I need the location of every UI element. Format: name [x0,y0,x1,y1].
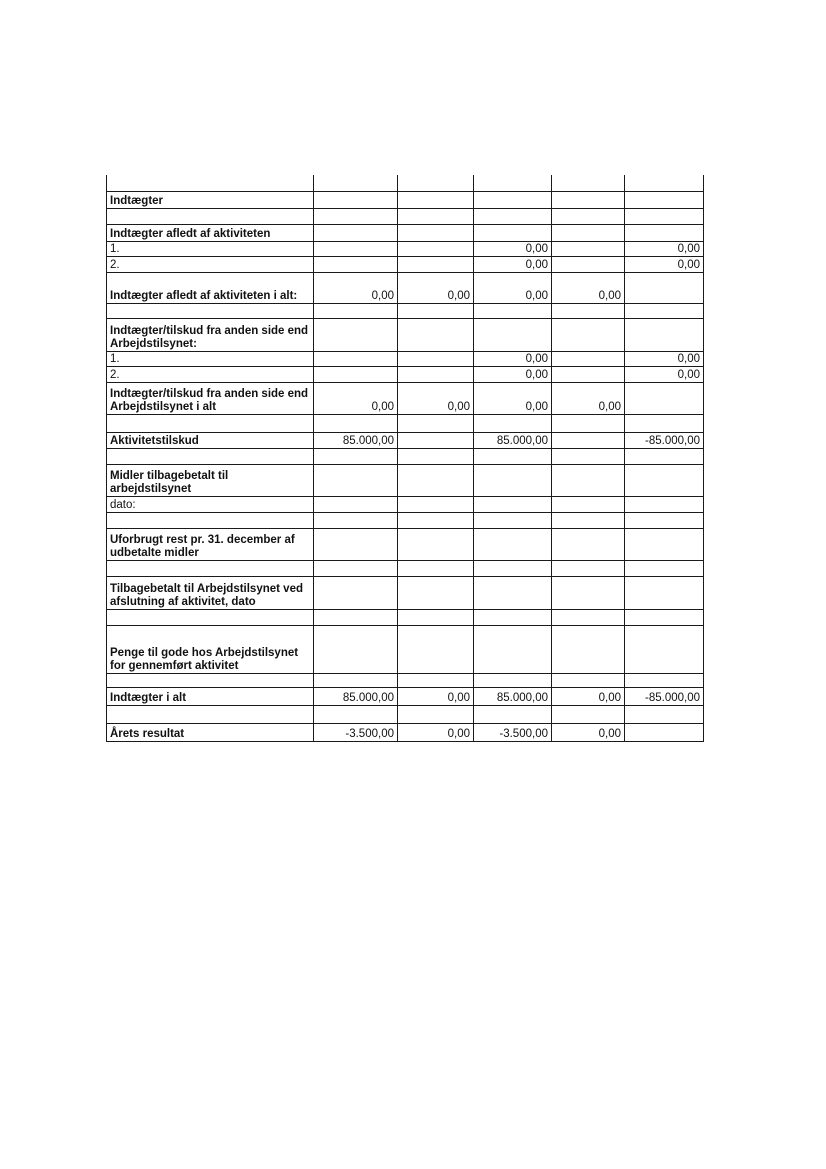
row-label: Indtægter/tilskud fra anden side end Arbejdstilsynet: [107,318,314,351]
value-cell [398,512,474,528]
table-row [107,382,704,414]
table-row [107,528,704,560]
value-cell [625,512,704,528]
value-cell [552,432,625,448]
value-cell: -85.000,00 [625,432,704,448]
value-cell [474,208,552,224]
value-cell: -3.500,00 [474,723,552,741]
spacer-row [107,208,704,224]
row-label [107,673,314,687]
value-cell [474,560,552,576]
value-cell [552,496,625,512]
row-label: Midler tilbagebetalt til arbejdstilsynet [107,464,314,496]
value-cell: 85.000,00 [314,432,398,448]
value-cell: 0,00 [314,382,398,414]
value-cell [625,382,704,414]
row-label [107,175,314,191]
row-label [107,303,314,318]
value-cell [625,208,704,224]
value-cell [552,351,625,366]
table-row [107,241,704,256]
value-cell [552,576,625,609]
value-cell [552,414,625,432]
value-cell [474,224,552,241]
value-cell [625,224,704,241]
row-label: 1. [107,241,314,256]
income-table-body [107,175,704,741]
value-cell: 0,00 [474,272,552,303]
value-cell [398,528,474,560]
table-row [107,351,704,366]
value-cell [625,464,704,496]
value-cell [552,673,625,687]
value-cell [314,224,398,241]
value-cell [625,528,704,560]
value-cell [314,673,398,687]
value-cell [552,318,625,351]
value-cell [398,351,474,366]
value-cell [314,609,398,625]
value-cell [398,318,474,351]
spacer-row [107,705,704,723]
value-cell [398,208,474,224]
value-cell [625,705,704,723]
value-cell [625,414,704,432]
value-cell [398,175,474,191]
row-label: Indtægter i alt [107,687,314,705]
value-cell [625,191,704,208]
value-cell [625,303,704,318]
value-cell [552,625,625,673]
value-cell [314,464,398,496]
value-cell [314,191,398,208]
row-label [107,609,314,625]
table-row [107,191,704,208]
value-cell [625,576,704,609]
value-cell [314,351,398,366]
value-cell: 0,00 [474,351,552,366]
value-cell [474,175,552,191]
row-label: 1. [107,351,314,366]
value-cell [398,464,474,496]
value-cell [314,705,398,723]
value-cell [314,175,398,191]
row-label [107,208,314,224]
spacer-row [107,560,704,576]
row-label [107,448,314,464]
spacer-row [107,673,704,687]
value-cell: -3.500,00 [314,723,398,741]
value-cell [314,366,398,382]
row-label [107,512,314,528]
value-cell [625,609,704,625]
value-cell [552,208,625,224]
income-table [106,175,704,742]
value-cell: 0,00 [314,272,398,303]
value-cell [474,191,552,208]
value-cell [625,496,704,512]
spacer-row [107,303,704,318]
value-cell [398,609,474,625]
value-cell [314,625,398,673]
value-cell: 0,00 [474,241,552,256]
value-cell: 0,00 [398,723,474,741]
value-cell [625,673,704,687]
row-label: Aktivitetstilskud [107,432,314,448]
value-cell: 85.000,00 [474,687,552,705]
row-label: 2. [107,366,314,382]
row-label: dato: [107,496,314,512]
value-cell [552,464,625,496]
value-cell [314,256,398,272]
value-cell [625,560,704,576]
table-row [107,496,704,512]
value-cell [398,366,474,382]
row-label: Indtægter afledt af aktiviteten [107,224,314,241]
value-cell: -85.000,00 [625,687,704,705]
value-cell [474,318,552,351]
value-cell [474,609,552,625]
row-label: 2. [107,256,314,272]
value-cell [398,496,474,512]
table-row [107,625,704,673]
table-row [107,366,704,382]
value-cell [398,625,474,673]
value-cell [474,576,552,609]
table-row [107,224,704,241]
value-cell: 0,00 [552,687,625,705]
value-cell [552,224,625,241]
value-cell [314,560,398,576]
value-cell [552,191,625,208]
row-label [107,560,314,576]
row-label: Årets resultat [107,723,314,741]
value-cell: 0,00 [625,366,704,382]
value-cell: 85.000,00 [314,687,398,705]
value-cell [314,512,398,528]
value-cell [474,673,552,687]
value-cell [398,414,474,432]
value-cell [314,318,398,351]
row-label [107,705,314,723]
value-cell [398,560,474,576]
value-cell [398,241,474,256]
value-cell [552,256,625,272]
value-cell [314,414,398,432]
value-cell: 0,00 [398,382,474,414]
table-row [107,687,704,705]
value-cell [552,512,625,528]
spacer-row [107,609,704,625]
value-cell [314,496,398,512]
table-row [107,576,704,609]
value-cell [625,318,704,351]
value-cell [474,414,552,432]
value-cell: 0,00 [552,272,625,303]
spacer-row [107,512,704,528]
value-cell [398,448,474,464]
value-cell [625,175,704,191]
value-cell [314,303,398,318]
row-label: Indtægter afledt af aktiviteten i alt: [107,272,314,303]
value-cell [552,528,625,560]
value-cell [314,208,398,224]
value-cell [398,432,474,448]
header-spacer-row [107,175,704,191]
row-label: Indtægter [107,191,314,208]
value-cell: 0,00 [398,272,474,303]
value-cell [474,625,552,673]
value-cell [552,560,625,576]
table-row [107,272,704,303]
table-row [107,318,704,351]
value-cell [474,464,552,496]
value-cell [474,496,552,512]
value-cell: 0,00 [625,351,704,366]
value-cell: 0,00 [474,366,552,382]
value-cell [398,576,474,609]
value-cell [398,705,474,723]
value-cell [314,241,398,256]
value-cell [398,224,474,241]
row-label: Tilbagebetalt til Arbejdstilsynet ved afslutning af aktivitet, dato [107,576,314,609]
value-cell [474,528,552,560]
value-cell [314,448,398,464]
row-label: Uforbrugt rest pr. 31. december af udbetalte midler [107,528,314,560]
row-label [107,414,314,432]
table-row [107,256,704,272]
value-cell [398,256,474,272]
value-cell: 0,00 [552,723,625,741]
value-cell [398,303,474,318]
value-cell [552,366,625,382]
value-cell [474,705,552,723]
value-cell [398,191,474,208]
value-cell [314,576,398,609]
value-cell: 0,00 [552,382,625,414]
value-cell [625,625,704,673]
value-cell [552,241,625,256]
spacer-row [107,414,704,432]
value-cell: 0,00 [625,256,704,272]
value-cell [625,272,704,303]
row-label: Indtægter/tilskud fra anden side end Arbejdstilsynet i alt [107,382,314,414]
spacer-row [107,448,704,464]
value-cell [552,609,625,625]
value-cell: 0,00 [625,241,704,256]
value-cell [474,303,552,318]
value-cell: 0,00 [398,687,474,705]
table-row [107,432,704,448]
table-row [107,723,704,741]
value-cell [552,705,625,723]
value-cell [625,448,704,464]
value-cell [474,448,552,464]
value-cell [474,512,552,528]
value-cell [552,303,625,318]
table-row [107,464,704,496]
value-cell [398,673,474,687]
value-cell [625,723,704,741]
value-cell: 85.000,00 [474,432,552,448]
row-label: Penge til gode hos Arbejdstilsynet for gennemført aktivitet [107,625,314,673]
value-cell [552,448,625,464]
value-cell: 0,00 [474,256,552,272]
value-cell [314,528,398,560]
value-cell [552,175,625,191]
value-cell: 0,00 [474,382,552,414]
